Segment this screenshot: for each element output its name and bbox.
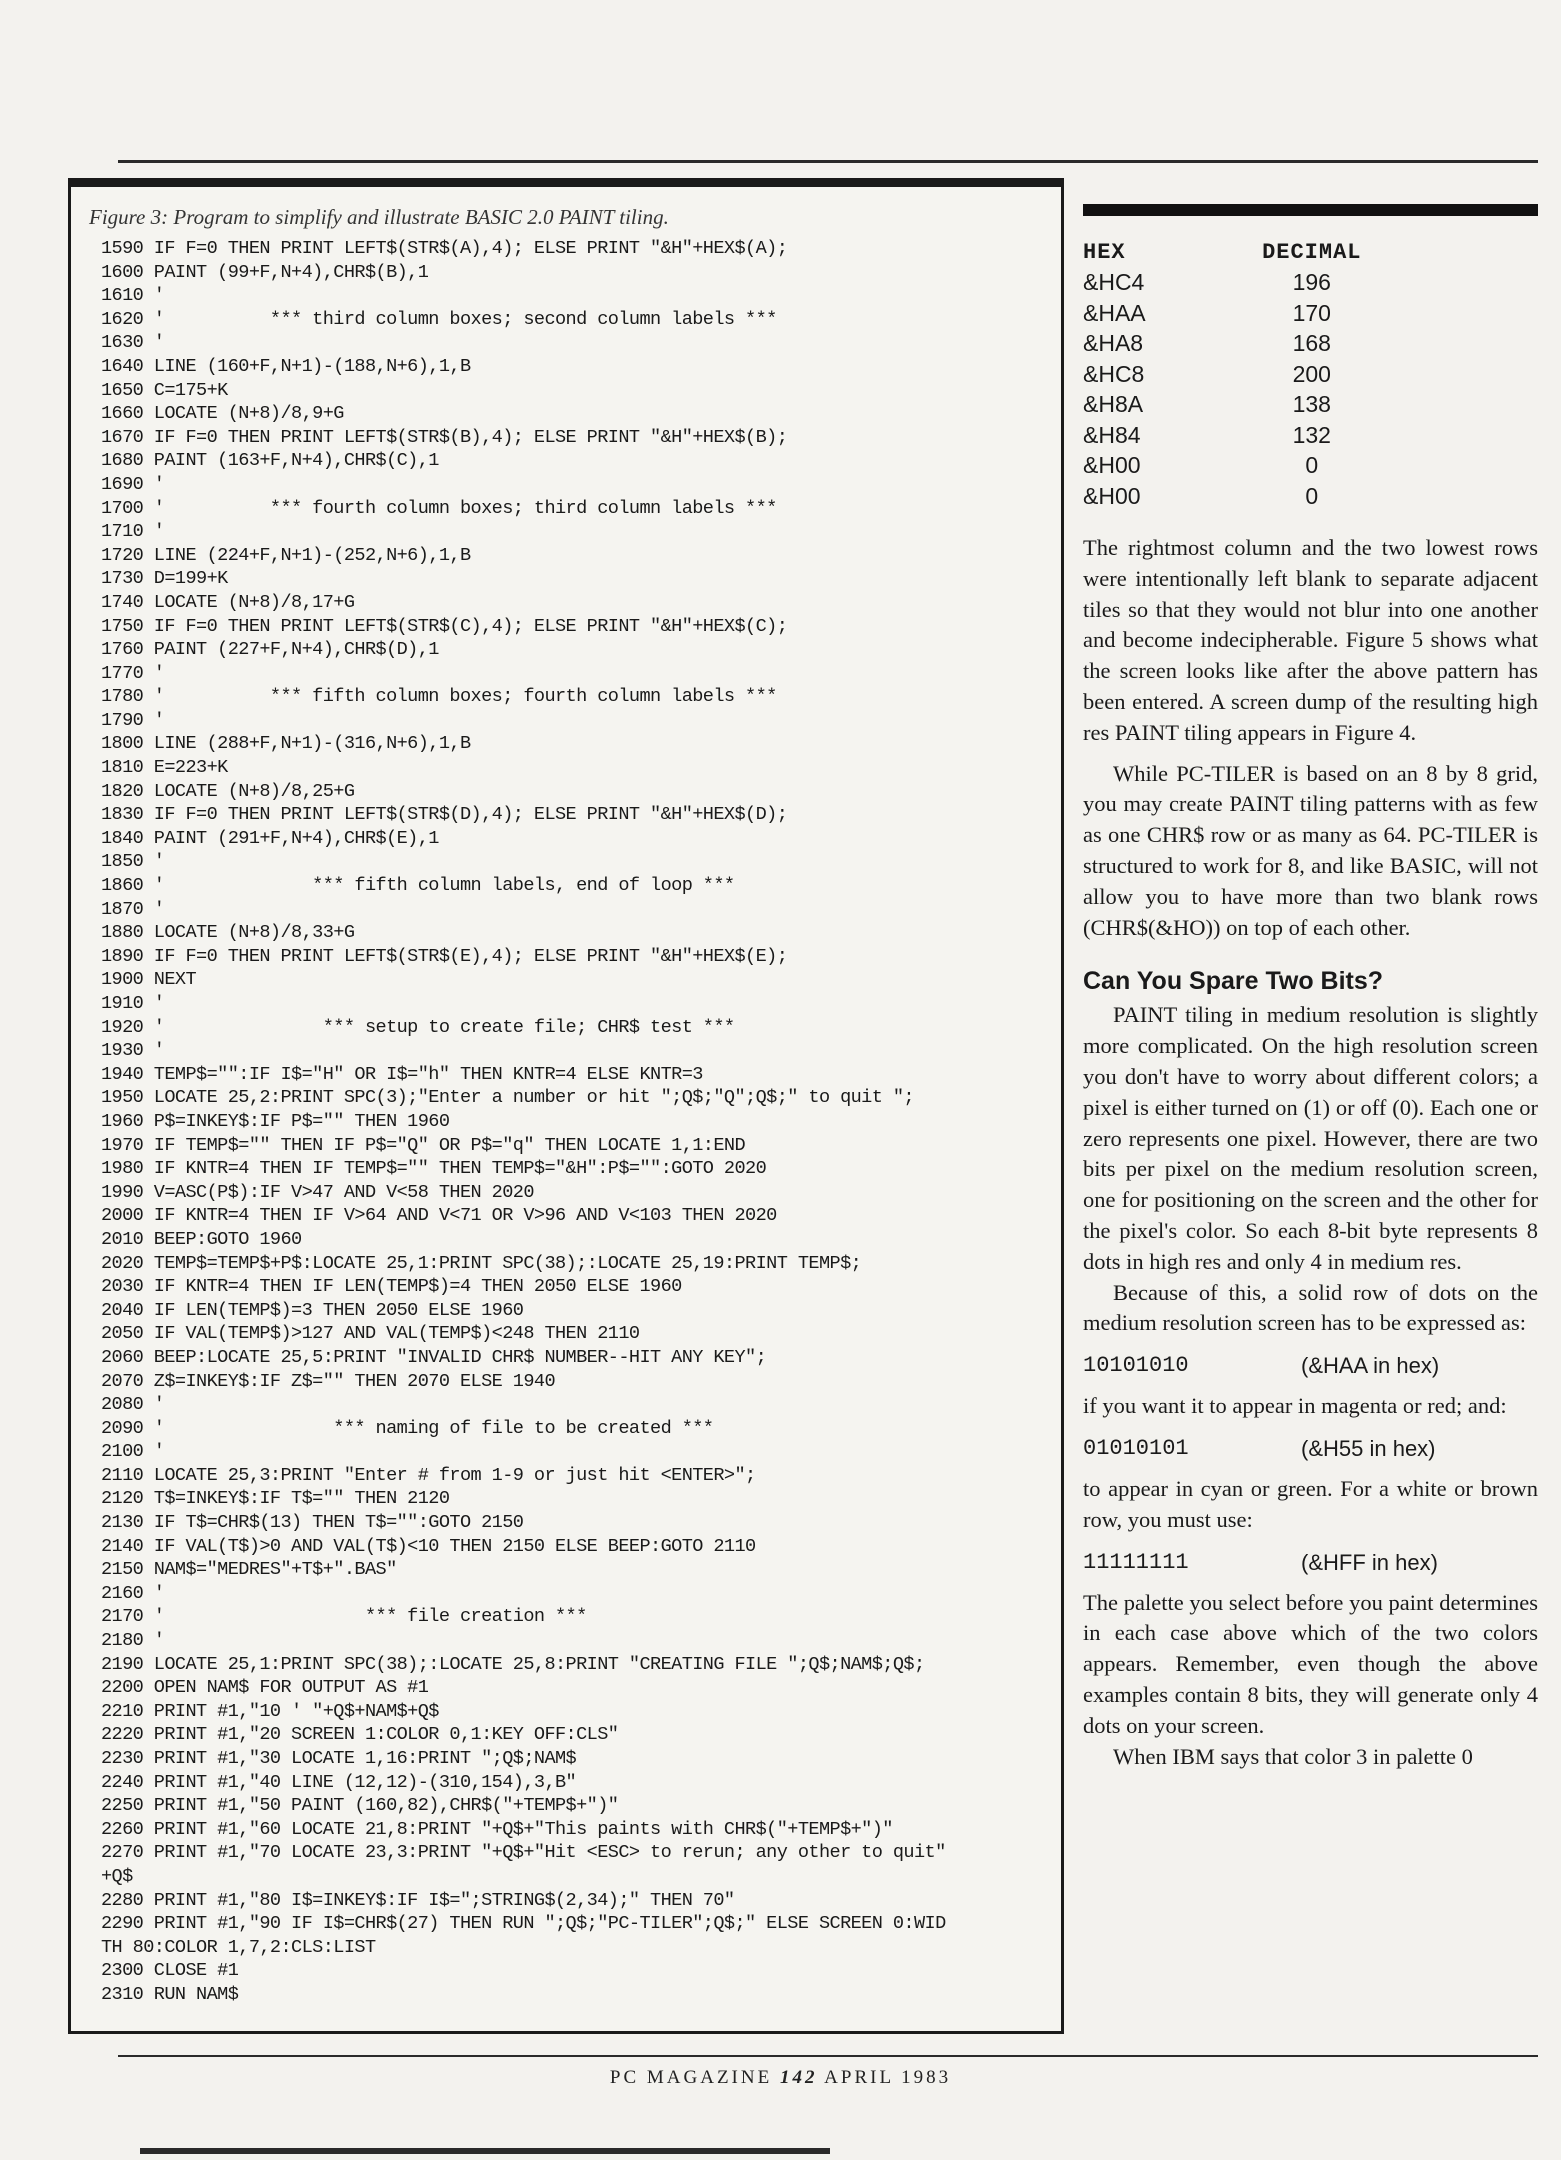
- code-line: 1660 LOCATE (N+8)/8,9+G: [101, 403, 344, 425]
- code-line: 2220 PRINT #1,"20 SCREEN 1:COLOR 0,1:KEY OFF:CLS": [101, 1724, 619, 1746]
- code-line: 1860 ' *** fifth column labels, end of loop ***: [101, 875, 735, 897]
- code-line: 1690 ': [101, 473, 165, 495]
- code-line: 2170 ' *** file creation ***: [101, 1606, 587, 1628]
- hex-header: HEX: [1083, 240, 1126, 265]
- decimal-value: 170: [1292, 299, 1331, 326]
- table-row: [1083, 328, 1413, 359]
- section-heading: Can You Spare Two Bits?: [1083, 967, 1384, 996]
- paragraph-6: to appear in cyan or green. For a white or brown row, you must use:: [1083, 1475, 1538, 1532]
- scan-edge-mark: [140, 2148, 830, 2154]
- code-line: 1670 IF F=0 THEN PRINT LEFT$(STR$(B),4); ELSE PRINT "&H"+HEX$(B);: [101, 426, 788, 448]
- code-line: 2010 BEEP:GOTO 1960: [101, 1228, 302, 1250]
- code-line: 2050 IF VAL(TEMP$)>127 AND VAL(TEMP$)<248 THEN 2110: [101, 1323, 640, 1345]
- code-line: 1920 ' *** setup to create file; CHR$ test ***: [101, 1016, 735, 1038]
- bit-pattern-2: [1083, 1436, 1538, 1462]
- code-line: 2210 PRINT #1,"10 ' "+Q$+NAM$+Q$: [101, 1700, 439, 1722]
- code-line: 1740 LOCATE (N+8)/8,17+G: [101, 591, 355, 613]
- figure-caption: Figure 3: Program to simplify and illustrate BASIC 2.0 PAINT tiling.: [89, 205, 669, 229]
- code-line: 2160 ': [101, 1582, 165, 1604]
- decimal-header: DECIMAL: [1262, 240, 1362, 265]
- code-line: 1890 IF F=0 THEN PRINT LEFT$(STR$(E),4); ELSE PRINT "&H"+HEX$(E);: [101, 945, 788, 967]
- code-line: 1700 ' *** fourth column boxes; third column labels ***: [101, 497, 777, 519]
- code-line: 1930 ': [101, 1040, 165, 1062]
- code-line: 1950 LOCATE 25,2:PRINT SPC(3);"Enter a number or hit ";Q$;"Q";Q$;" to quit ";: [101, 1087, 914, 1109]
- paragraph-3: PAINT tiling in medium resolution is slightly more complicated. On the high resolution screen you don't have to worry about different colors; a pixel is either turned on (1) or off (0). Each one or zero represents one pixel. However, there are two bits per pixel on the medium resolution screen, one for positioning on the screen and the other for the pixel's color. So each 8-bit byte represents 8 dots in high res and only 4 in medium res.: [1083, 1002, 1538, 1274]
- code-line: 1610 ': [101, 285, 165, 307]
- code-line: 1810 E=223+K: [101, 757, 228, 779]
- code-line: 2110 LOCATE 25,3:PRINT "Enter # from 1-9 or just hit <ENTER>";: [101, 1464, 756, 1486]
- code-line: 1800 LINE (288+F,N+1)-(316,N+6),1,B: [101, 733, 471, 755]
- bits-value: 11111111: [1083, 1549, 1189, 1575]
- code-line: 2310 RUN NAM$: [101, 1983, 239, 2005]
- code-line: 2020 TEMP$=TEMP$+P$:LOCATE 25,1:PRINT SPC(38);:LOCATE 25,19:PRINT TEMP$;: [101, 1252, 862, 1274]
- code-line: 1760 PAINT (227+F,N+4),CHR$(D),1: [101, 639, 439, 661]
- code-line: 1750 IF F=0 THEN PRINT LEFT$(STR$(C),4); ELSE PRINT "&H"+HEX$(C);: [101, 615, 788, 637]
- code-line: 1640 LINE (160+F,N+1)-(188,N+6),1,B: [101, 355, 471, 377]
- magazine-name: PC MAGAZINE: [609, 2067, 773, 2088]
- hex-value: &HA8: [1083, 330, 1144, 356]
- table-row: [1083, 298, 1413, 329]
- table-row: [1083, 420, 1413, 451]
- article-column: [1083, 204, 1538, 1772]
- decimal-value: 0: [1305, 452, 1319, 478]
- bits-value: 10101010: [1083, 1353, 1189, 1379]
- decimal-value: 138: [1292, 391, 1331, 417]
- code-line: 1900 NEXT: [101, 969, 197, 991]
- code-line: 1820 LOCATE (N+8)/8,25+G: [101, 780, 355, 802]
- figure-3-box: [68, 178, 1064, 2034]
- decimal-value: 196: [1292, 269, 1331, 295]
- hex-value: &H00: [1083, 452, 1141, 478]
- bits-hex: (&HFF in hex): [1301, 1549, 1438, 1575]
- code-line: 2130 IF T$=CHR$(13) THEN T$="":GOTO 2150: [101, 1512, 524, 1534]
- code-line: 1840 PAINT (291+F,N+4),CHR$(E),1: [101, 827, 439, 849]
- code-line: 1970 IF TEMP$="" THEN IF P$="Q" OR P$="q" THEN LOCATE 1,1:END: [101, 1134, 746, 1156]
- code-line: 1790 ': [101, 709, 165, 731]
- hex-value: &HAA: [1083, 299, 1146, 326]
- paragraph-8: When IBM says that color 3 in palette 0: [1113, 1743, 1473, 1769]
- paragraph-4: Because of this, a solid row of dots on the medium resolution screen has to be expressed as:: [1083, 1279, 1538, 1336]
- code-line: 2140 IF VAL(T$)>0 AND VAL(T$)<10 THEN 2150 ELSE BEEP:GOTO 2110: [101, 1535, 756, 1557]
- code-line: 2280 PRINT #1,"80 I$=INKEY$:IF I$=";STRING$(2,34);" THEN 70": [101, 1889, 735, 1911]
- decimal-value: 132: [1292, 421, 1331, 448]
- code-line: 2150 NAM$="MEDRES"+T$+".BAS": [101, 1559, 397, 1581]
- code-line: 1940 TEMP$="":IF I$="H" OR I$="h" THEN KNTR=4 ELSE KNTR=3: [101, 1063, 703, 1085]
- decimal-value: 0: [1305, 482, 1319, 509]
- table-row: [1083, 267, 1413, 298]
- decimal-value: 200: [1292, 360, 1331, 387]
- code-line: 1990 V=ASC(P$):IF V>47 AND V<58 THEN 2020: [101, 1181, 534, 1203]
- code-line: 2070 Z$=INKEY$:IF Z$="" THEN 2070 ELSE 1940: [101, 1370, 555, 1392]
- code-line: 2250 PRINT #1,"50 PAINT (160,82),CHR$("+TEMP$+")": [101, 1795, 619, 1817]
- code-line: 2080 ': [101, 1394, 165, 1416]
- code-line: 1730 D=199+K: [101, 568, 228, 590]
- page-number: 142: [779, 2067, 818, 2088]
- top-rule: [118, 160, 1538, 163]
- paragraph-7: The palette you select before you paint determines in each case above which of the two colors appears. Remember, even though the above examples contain 8 bits, they will generate only 4 dots on your screen.: [1083, 1589, 1538, 1738]
- code-line: 1850 ': [101, 851, 165, 873]
- code-line: 2200 OPEN NAM$ FOR OUTPUT AS #1: [101, 1677, 429, 1699]
- code-line: 2030 IF KNTR=4 THEN IF LEN(TEMP$)=4 THEN 2050 ELSE 1960: [101, 1276, 682, 1298]
- code-line: 1630 ': [101, 332, 165, 354]
- page-footer: [0, 2067, 1561, 2089]
- code-line: 1770 ': [101, 662, 165, 684]
- code-line: 2120 T$=INKEY$:IF T$="" THEN 2120: [101, 1488, 450, 1510]
- code-line: 1910 ': [101, 993, 165, 1014]
- code-line: 1720 LINE (224+F,N+1)-(252,N+6),1,B: [101, 544, 471, 566]
- code-line: 2060 BEEP:LOCATE 25,5:PRINT "INVALID CHR$ NUMBER--HIT ANY KEY";: [101, 1346, 767, 1368]
- code-line: 1590 IF F=0 THEN PRINT LEFT$(STR$(A),4); ELSE PRINT "&H"+HEX$(A);: [101, 238, 788, 259]
- decimal-value: 168: [1292, 330, 1331, 356]
- code-line: TH 80:COLOR 1,7,2:CLS:LIST: [101, 1936, 376, 1958]
- paragraph-5: if you want it to appear in magenta or red; and:: [1083, 1393, 1507, 1419]
- code-line: 2180 ': [101, 1630, 165, 1652]
- code-line: 1680 PAINT (163+F,N+4),CHR$(C),1: [101, 450, 439, 472]
- bit-pattern-1: [1083, 1353, 1538, 1379]
- code-line: 2260 PRINT #1,"60 LOCATE 21,8:PRINT "+Q$+"This paints with CHR$("+TEMP$+")": [101, 1818, 893, 1840]
- bits-hex: (&H55 in hex): [1301, 1435, 1436, 1461]
- code-line: 2040 IF LEN(TEMP$)=3 THEN 2050 ELSE 1960: [101, 1299, 524, 1321]
- paragraph-2: While PC-TILER is based on an 8 by 8 grid, you may create PAINT tiling patterns with as few as one CHR$ row or as many as 64. PC-TILER is structured to work for 8, and like BASIC, will not allow you to have more than two blank rows (CHR$(&HO)) on top of each other.: [1083, 760, 1538, 940]
- code-line: 1960 P$=INKEY$:IF P$="" THEN 1960: [101, 1110, 450, 1132]
- code-line: 2240 PRINT #1,"40 LINE (12,12)-(310,154),3,B": [101, 1771, 577, 1793]
- code-line: 2230 PRINT #1,"30 LOCATE 1,16:PRINT ";Q$;NAM$: [101, 1748, 577, 1769]
- code-line: +Q$: [101, 1865, 133, 1887]
- bits-value: 01010101: [1083, 1435, 1189, 1461]
- code-line: 2000 IF KNTR=4 THEN IF V>64 AND V<71 OR V>96 AND V<103 THEN 2020: [101, 1205, 777, 1227]
- bottom-rule: [118, 2055, 1538, 2057]
- paragraph-1: The rightmost column and the two lowest rows were intentionally left blank to separate adjacent tiles so that they would not blur into one another and become indecipherable. Figure 5 shows what the screen looks like after the above pattern has been entered. A screen dump of the resulting high res PAINT tiling appears in Figure 4.: [1083, 535, 1538, 745]
- code-line: 2300 CLOSE #1: [101, 1960, 239, 1982]
- code-line: 1780 ' *** fifth column boxes; fourth column labels ***: [101, 686, 777, 708]
- table-row: [1083, 481, 1413, 512]
- code-line: 2290 PRINT #1,"90 IF I$=CHR$(27) THEN RUN ";Q$;"PC-TILER";Q$;" ELSE SCREEN 0:WID: [101, 1913, 946, 1935]
- hex-value: &H8A: [1083, 391, 1144, 417]
- bits-hex: (&HAA in hex): [1301, 1353, 1440, 1379]
- code-line: 1830 IF F=0 THEN PRINT LEFT$(STR$(D),4); ELSE PRINT "&H"+HEX$(D);: [101, 804, 788, 826]
- code-listing: [101, 237, 1061, 2007]
- table-row: [1083, 389, 1413, 420]
- bit-pattern-3: [1083, 1550, 1538, 1576]
- hex-value: &H00: [1083, 482, 1141, 509]
- code-line: 2190 LOCATE 25,1:PRINT SPC(38);:LOCATE 25,8:PRINT "CREATING FILE ";Q$;NAM$;Q$;: [101, 1653, 925, 1675]
- code-line: 1650 C=175+K: [101, 379, 228, 401]
- code-line: 1980 IF KNTR=4 THEN IF TEMP$="" THEN TEMP$="&H":P$="":GOTO 2020: [101, 1158, 767, 1180]
- hex-value: &HC4: [1083, 269, 1145, 295]
- hex-decimal-table: [1083, 240, 1413, 511]
- hex-value: &H84: [1083, 421, 1141, 448]
- issue-date: APRIL 1983: [824, 2067, 952, 2088]
- code-line: 1710 ': [101, 521, 165, 543]
- code-line: 2090 ' *** naming of file to be created ***: [101, 1417, 714, 1439]
- code-line: 1870 ': [101, 898, 165, 920]
- hex-value: &HC8: [1083, 360, 1145, 387]
- code-line: 1880 LOCATE (N+8)/8,33+G: [101, 922, 355, 944]
- code-line: 1620 ' *** third column boxes; second column labels ***: [101, 308, 777, 330]
- code-line: 2100 ': [101, 1441, 165, 1463]
- code-line: 2270 PRINT #1,"70 LOCATE 23,3:PRINT "+Q$+"Hit <ESC> to rerun; any other to quit": [101, 1842, 946, 1864]
- table-row: [1083, 450, 1413, 481]
- code-line: 1600 PAINT (99+F,N+4),CHR$(B),1: [101, 261, 429, 283]
- table-row: [1083, 359, 1413, 390]
- column-rule: [1083, 204, 1538, 216]
